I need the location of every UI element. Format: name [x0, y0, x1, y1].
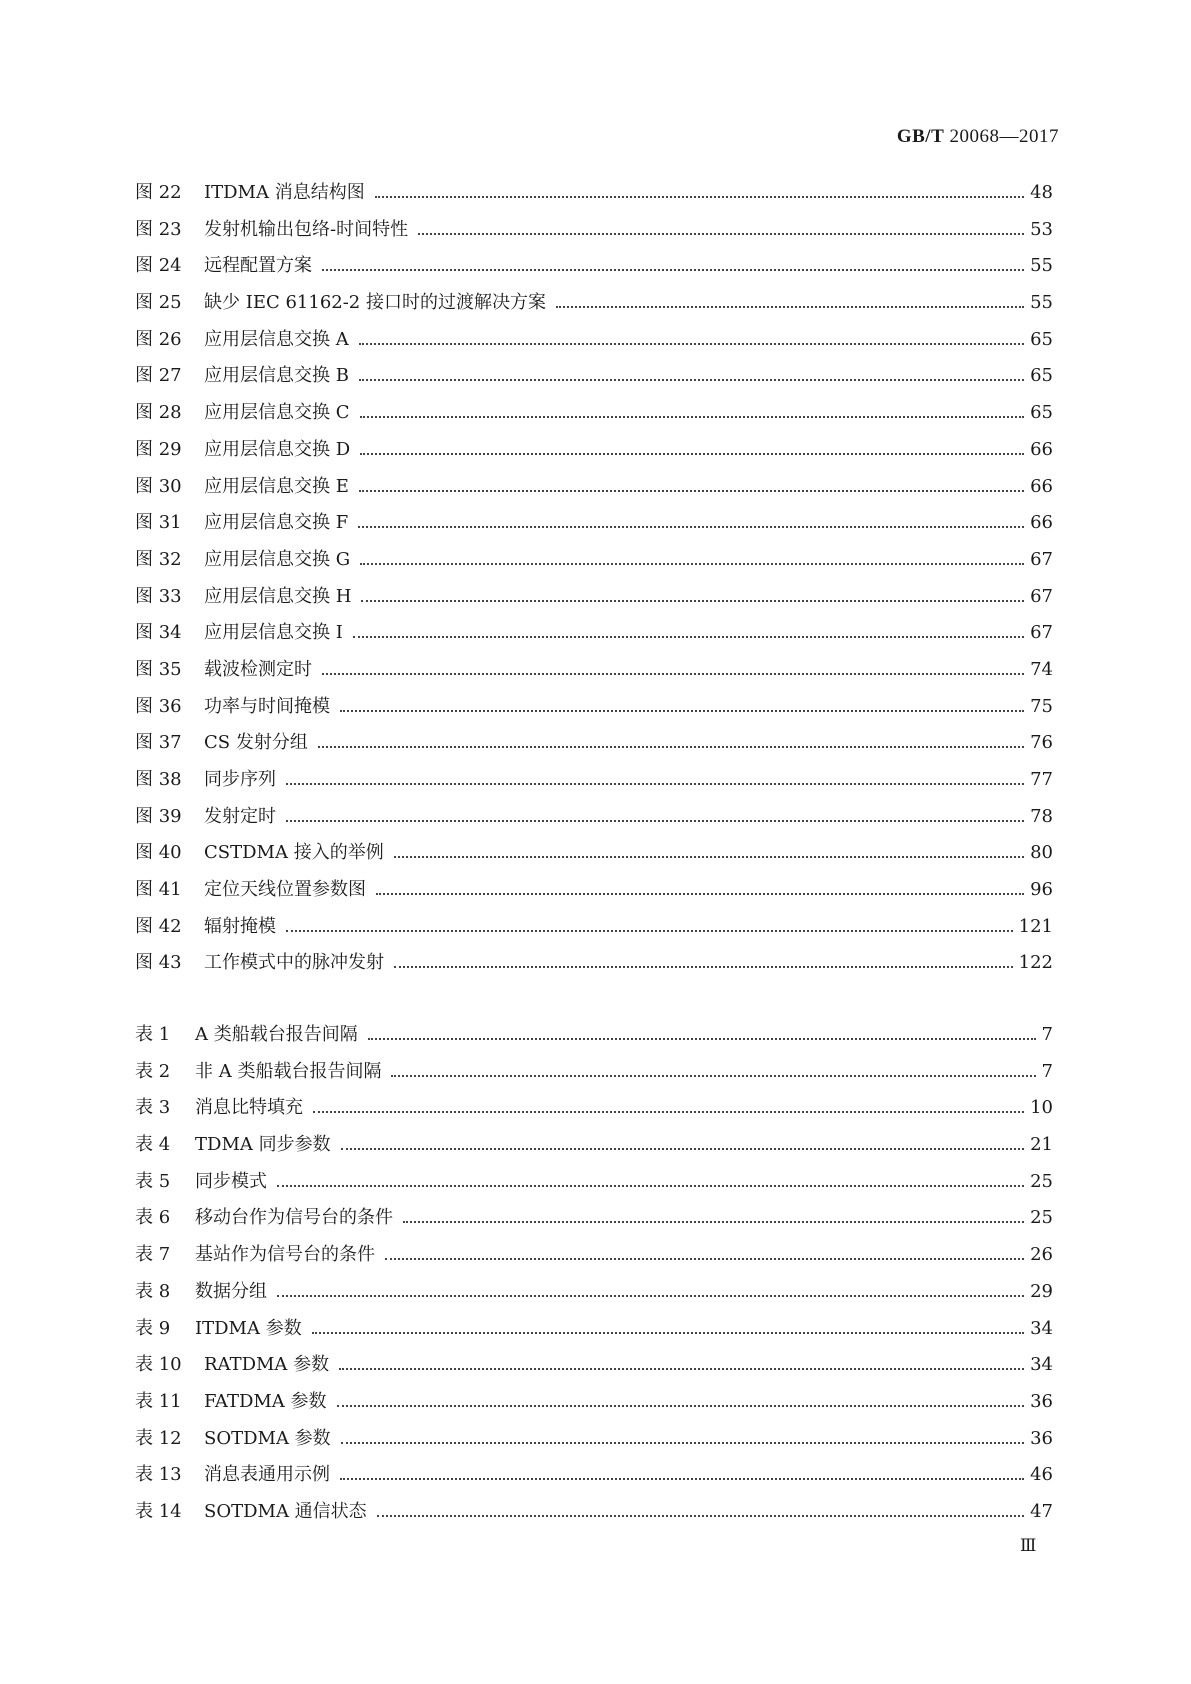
toc-page-number: 47	[1030, 1500, 1053, 1522]
toc-label: 图 25	[135, 292, 182, 314]
toc-table-entry[interactable]	[135, 1277, 1053, 1314]
dot-leader	[359, 343, 1024, 345]
toc-page-number: 80	[1030, 842, 1053, 864]
toc-title: 基站作为信号台的条件	[195, 1244, 375, 1266]
toc-label: 表 13	[135, 1464, 182, 1486]
toc-label: 表 1	[135, 1024, 171, 1045]
dot-leader	[360, 563, 1024, 565]
toc-label: 图 40	[135, 842, 182, 864]
toc-label: 图 31	[135, 512, 182, 534]
toc-label: 表 5	[135, 1170, 171, 1192]
toc-page-number: 36	[1030, 1427, 1053, 1449]
toc-label: 图 29	[135, 438, 182, 460]
dot-leader	[277, 1185, 1024, 1187]
toc-table-entry[interactable]	[135, 1203, 1053, 1240]
toc-page-number: 34	[1030, 1317, 1053, 1339]
toc-label: 图 24	[135, 255, 182, 277]
toc-page-number: 46	[1030, 1464, 1053, 1486]
toc-label: 图 36	[135, 695, 182, 717]
toc-page-number: 55	[1030, 292, 1053, 314]
toc-figure-entry[interactable]	[135, 912, 1053, 949]
dot-leader	[556, 306, 1024, 308]
dot-leader	[340, 1478, 1024, 1480]
toc-figure-entry[interactable]	[135, 545, 1053, 582]
toc-label: 图 28	[135, 402, 182, 424]
toc-page-number: 75	[1030, 695, 1053, 717]
dot-leader	[322, 673, 1024, 675]
standard-number: 20068—2017	[949, 126, 1059, 147]
toc-page-number: 96	[1030, 879, 1053, 901]
toc-page-number: 77	[1030, 769, 1053, 790]
toc-page-number: 25	[1030, 1170, 1053, 1192]
figures-toc	[135, 178, 1053, 985]
toc-page-number: 65	[1030, 402, 1053, 424]
toc-label: 图 33	[135, 585, 182, 607]
toc-title: CS 发射分组	[204, 732, 308, 754]
toc-label: 图 35	[135, 658, 182, 680]
toc-title: FATDMA 参数	[204, 1390, 327, 1412]
toc-page-number: 67	[1030, 585, 1053, 607]
toc-label: 表 2	[135, 1060, 171, 1082]
toc-title: 工作模式中的脉冲发射	[204, 952, 384, 974]
dot-leader	[375, 196, 1024, 198]
toc-title: RATDMA 参数	[204, 1354, 330, 1376]
toc-title: CSTDMA 接入的举例	[204, 842, 384, 864]
toc-page-number: 66	[1030, 438, 1053, 460]
toc-table-entry[interactable]	[135, 1314, 1053, 1351]
toc-title: A 类船载台报告间隔	[195, 1024, 358, 1045]
toc-figure-entry[interactable]	[135, 178, 1053, 215]
toc-page-number: 55	[1030, 255, 1053, 277]
toc-label: 图 32	[135, 548, 182, 570]
dot-leader	[385, 1258, 1024, 1260]
toc-label: 表 11	[135, 1390, 182, 1412]
toc-title: 应用层信息交换 D	[204, 438, 351, 460]
toc-title: 应用层信息交换 B	[204, 365, 349, 387]
toc-figure-entry[interactable]	[135, 215, 1053, 252]
dot-leader	[341, 1148, 1025, 1150]
toc-figure-entry[interactable]	[135, 802, 1053, 839]
toc-page-number: 122	[1018, 952, 1053, 974]
dot-leader	[318, 746, 1024, 748]
toc-page-number: 74	[1030, 658, 1053, 680]
toc-figure-entry[interactable]	[135, 472, 1053, 509]
toc-label: 表 8	[135, 1280, 171, 1302]
toc-label: 图 23	[135, 218, 182, 240]
dot-leader	[277, 1295, 1024, 1297]
toc-title: 消息表通用示例	[204, 1464, 330, 1486]
dot-leader	[368, 1038, 1036, 1040]
page-folio: Ⅲ	[1020, 1536, 1037, 1556]
toc-label: 表 9	[135, 1317, 171, 1339]
toc-label: 图 43	[135, 952, 182, 974]
toc-title: 缺少 IEC 61162-2 接口时的过渡解决方案	[204, 292, 546, 314]
toc-title: 应用层信息交换 G	[204, 548, 351, 570]
toc-title: 远程配置方案	[204, 255, 312, 277]
toc-figure-entry[interactable]	[135, 655, 1053, 692]
toc-label: 图 37	[135, 732, 182, 754]
toc-page-number: 7	[1041, 1060, 1053, 1082]
toc-page-number: 29	[1030, 1280, 1053, 1302]
toc-page-number: 65	[1030, 365, 1053, 387]
toc-table-entry[interactable]	[135, 1020, 1053, 1057]
dot-leader	[340, 710, 1024, 712]
toc-page-number: 48	[1030, 182, 1053, 203]
dot-leader	[377, 1515, 1024, 1517]
dot-leader	[360, 416, 1025, 418]
toc-page-number: 25	[1030, 1207, 1053, 1229]
dot-leader	[418, 233, 1024, 235]
toc-table-entry[interactable]	[135, 1130, 1053, 1167]
toc-title: 应用层信息交换 I	[204, 622, 343, 644]
toc-title: SOTDMA 通信状态	[204, 1500, 367, 1522]
toc-title: 应用层信息交换 H	[204, 585, 352, 607]
toc-figure-entry[interactable]	[135, 508, 1053, 545]
toc-figure-entry[interactable]	[135, 618, 1053, 655]
dot-leader	[337, 1405, 1025, 1407]
toc-table-entry[interactable]	[135, 1387, 1053, 1424]
toc-label: 表 12	[135, 1427, 182, 1449]
toc-label: 图 26	[135, 328, 182, 350]
toc-figure-entry[interactable]	[135, 838, 1053, 875]
toc-page-number: 34	[1030, 1354, 1053, 1376]
toc-table-entry[interactable]	[135, 1093, 1053, 1130]
toc-page-number: 53	[1030, 218, 1053, 240]
dot-leader	[322, 269, 1024, 271]
toc-title: 应用层信息交换 F	[204, 512, 349, 534]
toc-table-entry[interactable]	[135, 1424, 1053, 1461]
toc-figure-entry[interactable]	[135, 948, 1053, 985]
toc-title: 功率与时间掩模	[204, 695, 330, 717]
dot-leader	[394, 966, 1013, 968]
toc-title: 同步模式	[195, 1170, 267, 1192]
dot-leader	[286, 783, 1024, 785]
toc-title: 非 A 类船载台报告间隔	[195, 1060, 382, 1082]
toc-table-entry[interactable]	[135, 1167, 1053, 1204]
toc-title: 定位天线位置参数图	[204, 879, 366, 901]
page-header	[897, 126, 1059, 148]
toc-label: 表 7	[135, 1244, 171, 1266]
toc-title: 应用层信息交换 C	[204, 402, 350, 424]
dot-leader	[339, 1368, 1024, 1370]
toc-label: 图 34	[135, 622, 182, 644]
standard-code: GB/T	[896, 126, 945, 147]
toc-label: 图 42	[135, 915, 182, 937]
toc-page-number: 67	[1030, 622, 1053, 644]
dot-leader	[353, 636, 1024, 638]
toc-page-number: 78	[1030, 805, 1053, 827]
toc-figure-entry[interactable]	[135, 692, 1053, 729]
toc-title: 载波检测定时	[204, 658, 312, 680]
toc-figure-entry[interactable]	[135, 435, 1053, 472]
toc-title: TDMA 同步参数	[195, 1134, 331, 1156]
toc-title: SOTDMA 参数	[204, 1427, 331, 1449]
toc-table-entry[interactable]	[135, 1350, 1053, 1387]
toc-table-entry[interactable]	[135, 1460, 1053, 1497]
toc-title: 消息比特填充	[195, 1097, 303, 1119]
toc-label: 图 38	[135, 769, 182, 790]
toc-title: 数据分组	[195, 1280, 267, 1302]
toc-page-number: 7	[1041, 1024, 1053, 1045]
toc-page-number: 10	[1030, 1097, 1053, 1119]
toc-figure-entry[interactable]	[135, 325, 1053, 362]
toc-label: 图 39	[135, 805, 182, 827]
toc-title: ITDMA 消息结构图	[204, 182, 365, 203]
toc-title: 同步序列	[204, 769, 276, 790]
toc-title: 应用层信息交换 E	[204, 475, 349, 497]
toc-figure-entry[interactable]	[135, 251, 1053, 288]
dot-leader	[360, 453, 1024, 455]
toc-figure-entry[interactable]	[135, 398, 1053, 435]
toc-title: 移动台作为信号台的条件	[195, 1207, 393, 1229]
toc-title: 辐射掩模	[204, 915, 276, 937]
toc-page-number: 65	[1030, 328, 1053, 350]
toc-label: 表 10	[135, 1354, 182, 1376]
toc-label: 图 22	[135, 182, 182, 203]
toc-figure-entry[interactable]	[135, 875, 1053, 912]
toc-label: 图 27	[135, 365, 182, 387]
toc-label: 图 41	[135, 879, 182, 901]
toc-figure-entry[interactable]	[135, 728, 1053, 765]
toc-label: 表 14	[135, 1500, 182, 1522]
toc-page-number: 66	[1030, 475, 1053, 497]
toc-page-number: 21	[1030, 1134, 1053, 1156]
dot-leader	[376, 893, 1024, 895]
dot-leader	[359, 490, 1024, 492]
dot-leader	[361, 600, 1024, 602]
toc-label: 表 6	[135, 1207, 171, 1229]
tables-toc	[135, 1020, 1053, 1534]
dot-leader	[341, 1442, 1024, 1444]
dot-leader	[358, 526, 1024, 528]
toc-figure-entry[interactable]	[135, 361, 1053, 398]
toc-page-number: 67	[1030, 548, 1053, 570]
dot-leader	[313, 1111, 1024, 1113]
dot-leader	[359, 379, 1024, 381]
toc-title: 发射机输出包络-时间特性	[204, 218, 409, 240]
toc-label: 表 3	[135, 1097, 171, 1119]
toc-figure-entry[interactable]	[135, 288, 1053, 325]
dot-leader	[286, 820, 1024, 822]
dot-leader	[403, 1221, 1024, 1223]
toc-title: 发射定时	[204, 805, 276, 827]
toc-title: 应用层信息交换 A	[204, 328, 349, 350]
toc-label: 图 30	[135, 475, 182, 497]
toc-table-entry[interactable]	[135, 1240, 1053, 1277]
toc-figure-entry[interactable]	[135, 765, 1053, 802]
toc-page-number: 26	[1030, 1244, 1053, 1266]
toc-title: ITDMA 参数	[195, 1317, 302, 1339]
dot-leader	[312, 1332, 1024, 1334]
toc-page-number: 121	[1018, 915, 1053, 937]
toc-page-number: 76	[1030, 732, 1053, 754]
dot-leader	[394, 856, 1024, 858]
dot-leader	[286, 930, 1013, 932]
dot-leader	[391, 1075, 1035, 1077]
toc-label: 表 4	[135, 1134, 171, 1156]
toc-page-number: 66	[1030, 512, 1053, 534]
toc-table-entry[interactable]	[135, 1497, 1053, 1534]
toc-figure-entry[interactable]	[135, 582, 1053, 619]
toc-table-entry[interactable]	[135, 1057, 1053, 1094]
toc-page-number: 36	[1030, 1390, 1053, 1412]
